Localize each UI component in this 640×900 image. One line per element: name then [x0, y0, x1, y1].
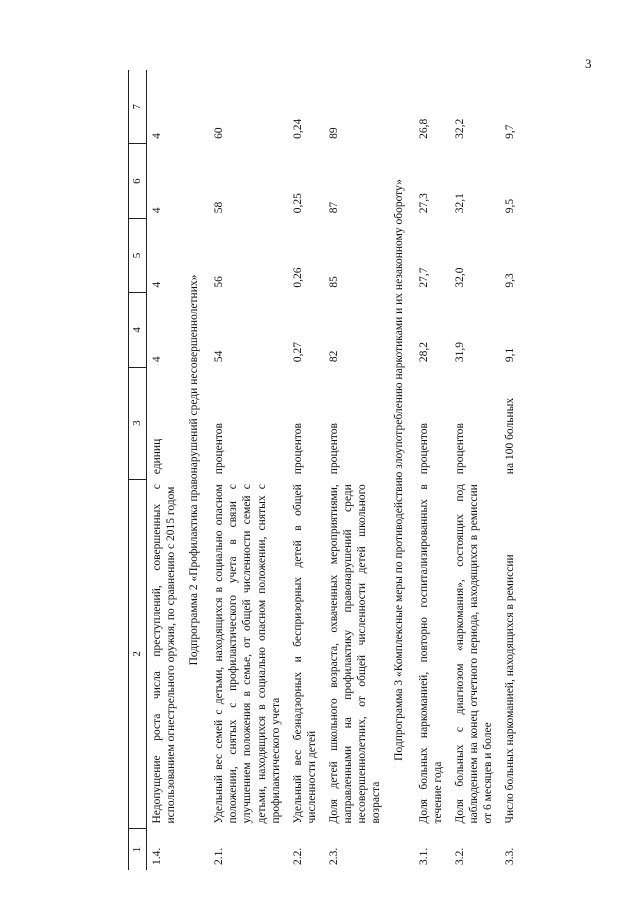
column-number: 1: [129, 829, 147, 871]
indicator-name: Недопущение роста числа преступлений, совершенных с использованием огнестрельного оружия, по сравнению с 2015 годом: [151, 484, 178, 824]
column-number: 7: [129, 70, 147, 144]
indicator-name: Доля больных с диагнозом «наркомания», состоящих под наблюдением на конец отчетного периода, находящихся в ремиссии от 6 месяцев и более: [453, 484, 494, 824]
row-number: 3.3.: [503, 847, 516, 865]
row-number: 2.1.: [213, 847, 226, 865]
value-cell: 9,1: [503, 347, 516, 363]
value-cell: 0,24: [291, 118, 304, 139]
column-number: 2: [129, 479, 147, 828]
unit-of-measure: на 100 больных: [503, 397, 516, 475]
value-cell: 9,7: [503, 124, 516, 139]
value-cell: 32,2: [453, 118, 466, 139]
unit-of-measure: процентов: [417, 423, 430, 475]
unit-of-measure: процентов: [327, 423, 340, 475]
value-cell: 9,3: [503, 273, 516, 288]
subprogram-title: Подпрограмма 3 «Комплексные меры по противодействию злоупотреблению наркотиками и их незаконному обороту»: [392, 179, 405, 761]
unit-of-measure: единиц: [151, 438, 164, 475]
row-number: 2.2.: [291, 847, 304, 865]
unit-of-measure: процентов: [213, 423, 226, 475]
table-row: [450, 70, 500, 870]
value-cell: 32,1: [453, 193, 466, 214]
column-number-row: [129, 70, 147, 870]
column-number: 3: [129, 367, 147, 479]
value-cell: 28,2: [417, 341, 430, 363]
value-cell: 27,3: [417, 193, 430, 214]
indicator-name: Число больных наркоманией, находящихся в ремиссии: [503, 554, 516, 824]
value-cell: 58: [213, 201, 226, 214]
table-row: [414, 70, 450, 870]
row-number: 3.1.: [417, 847, 430, 865]
row-number: 1.4.: [151, 847, 164, 865]
page-number: 3: [585, 56, 592, 71]
value-cell: 4: [151, 281, 164, 288]
indicator-name: Удельный вес семей с детьми, находящихся в социально опасном положении, снятых с профилактического учета в связи с улучшением положения в семье, от общей численности семей с детьми, находящихся в социально опасном положении, снятых с профилактического учета: [213, 484, 282, 824]
column-number: 5: [129, 218, 147, 292]
table-row: [209, 70, 287, 870]
value-cell: 89: [327, 127, 340, 139]
table-row: [147, 70, 184, 870]
table-row: [324, 70, 388, 870]
table-row: [288, 70, 324, 870]
value-cell: 27,7: [417, 267, 430, 288]
value-cell: 4: [151, 133, 164, 139]
indicator-name: Доля детей школьного возраста, охваченных мероприятиями, направленными на профилактику правонарушений среди несовершеннолетних, от общей численности детей школьного возраста: [327, 484, 382, 824]
subprogram-header-row: [183, 70, 209, 870]
row-number: 3.2.: [453, 847, 466, 865]
value-cell: 4: [151, 207, 164, 214]
value-cell: 60: [213, 127, 226, 139]
indicator-name: Удельный вес безнадзорных и беспризорных детей в общей численности детей: [291, 484, 318, 824]
indicator-name: Доля больных наркоманией, повторно госпитализированных в течение года: [417, 484, 444, 824]
value-cell: 4: [151, 356, 164, 363]
unit-of-measure: процентов: [453, 423, 466, 475]
value-cell: 26,8: [417, 118, 430, 139]
value-cell: 87: [327, 201, 340, 214]
value-cell: 0,27: [291, 341, 304, 363]
value-cell: 31,9: [453, 341, 466, 363]
column-number: 6: [129, 144, 147, 218]
value-cell: 82: [327, 350, 340, 363]
value-cell: 85: [327, 276, 340, 288]
value-cell: 9,5: [503, 198, 516, 214]
value-cell: 54: [213, 350, 226, 363]
unit-of-measure: процентов: [291, 423, 304, 475]
column-number: 4: [129, 293, 147, 367]
value-cell: 0,26: [291, 267, 304, 288]
subprogram-title: Подпрограмма 2 «Профилактика правонарушений среди несовершеннолетних»: [188, 274, 201, 666]
indicators-table: [128, 70, 522, 870]
value-cell: 56: [213, 276, 226, 288]
value-cell: 32,0: [453, 267, 466, 288]
table-body: [129, 70, 522, 870]
table-row: [500, 70, 522, 870]
subprogram-header-row: [388, 70, 414, 870]
row-number: 2.3.: [327, 847, 340, 865]
rotated-table-area: [128, 10, 628, 870]
value-cell: 0,25: [291, 193, 304, 214]
